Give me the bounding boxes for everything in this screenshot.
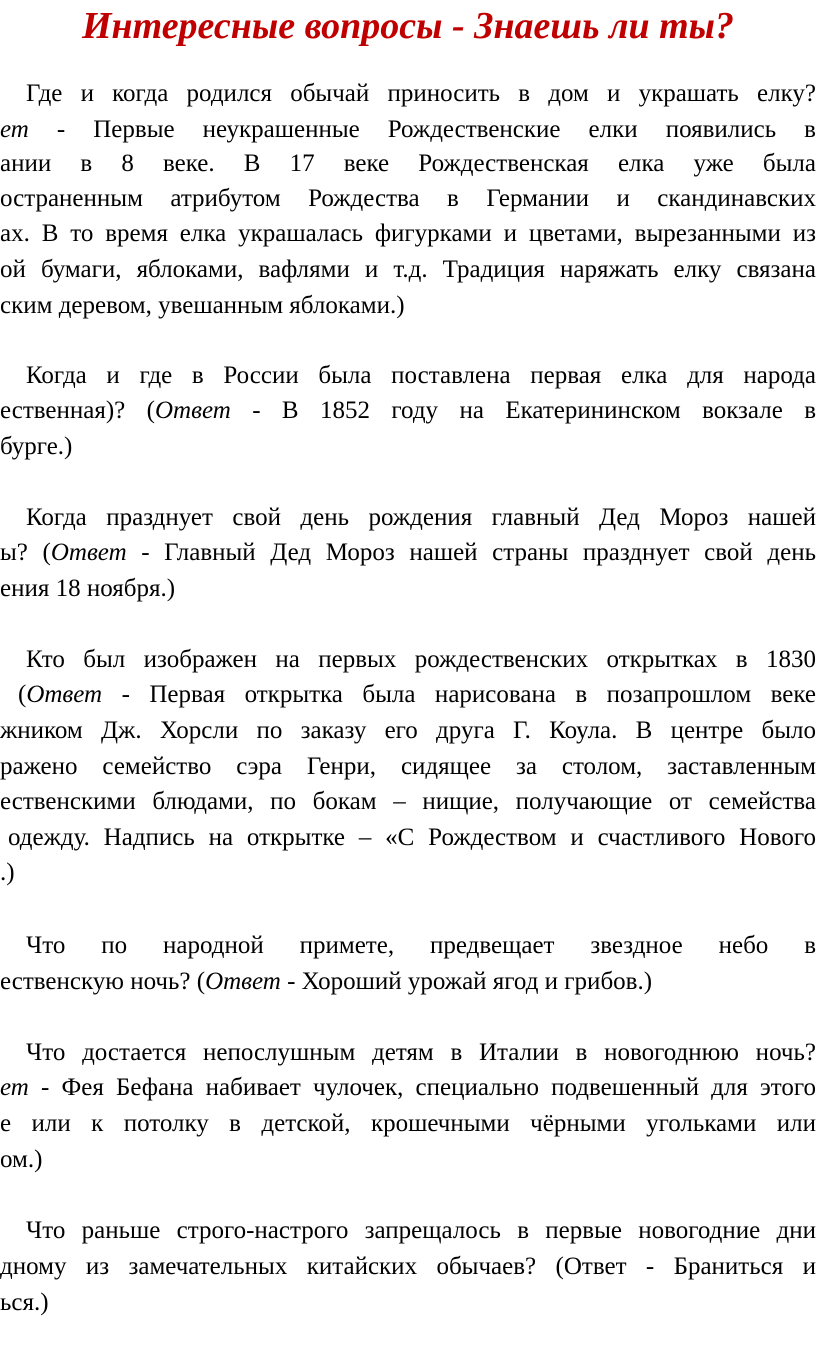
- q5-line-2-start: ественскую ночь? (: [0, 968, 206, 995]
- q1-line-6: ой бумаги, яблоками, вафлями и т.д. Традиция наряжать елку связана: [0, 256, 816, 283]
- q1-line-7: ским деревом, увешанным яблоками.): [0, 292, 405, 319]
- q1-line-2-text: - Первые неукрашенные Рождественские елки появились в: [28, 116, 816, 143]
- q1-line-3: ании в 8 веке. В 17 веке Рождественская елка уже была: [0, 150, 816, 177]
- page-title: Интересные вопросы - Знаешь ли ты?: [81, 5, 734, 47]
- q4-line-2: [18, 677, 816, 713]
- q5-line-1: Что по народной примете, предвещает звездное небо в: [26, 932, 816, 959]
- q2-line-2-start: ественная)? (: [0, 397, 155, 424]
- q6-line-2-text: - Фея Бефана набивает чулочек, специально подвешенный для этого: [28, 1074, 816, 1101]
- q3-line-1: Когда празднует свой день рождения главный Дед Мороз нашей: [26, 504, 816, 531]
- q5-line-2: [0, 964, 816, 1000]
- q6-line-4: ом.): [0, 1146, 43, 1173]
- q6-line-3: е или к потолку в детской, крошечными чёрными угольками или: [0, 1110, 816, 1137]
- q6-line-2: [0, 1070, 816, 1106]
- q4-line-7: .): [0, 859, 15, 886]
- q3-line-3: ения 18 ноября.): [0, 575, 176, 602]
- q7-line-2: дному из замечательных китайских обычаев? (Ответ - Браниться и: [0, 1253, 816, 1280]
- q4-line-5: ественскими блюдами, по бокам – нищие, получающие от семейства: [0, 788, 816, 815]
- q5-line-2-text: - Хороший урожай ягод и грибов.): [280, 968, 653, 995]
- q4-line-2-text: - Первая открытка была нарисована в позапрошлом веке: [102, 681, 816, 708]
- q3-line-2-text: - Главный Дед Мороз нашей страны празднует свой день: [126, 539, 816, 566]
- answer-label: Ответ: [155, 397, 231, 424]
- q6-line-1: Что достается непослушным детям в Италии в новогоднюю ночь?: [26, 1039, 816, 1066]
- q1-line-1: Где и когда родился обычай приносить в дом и украшать елку?: [26, 80, 816, 107]
- q2-line-2-text: - В 1852 году на Екатерининском вокзале в: [230, 397, 816, 424]
- answer-label: Ответ: [205, 968, 281, 995]
- q4-line-2-start: (: [18, 681, 27, 708]
- q3-line-2: [0, 535, 816, 571]
- q4-line-1: Кто был изображен на первых рождественских открытках в 1830: [26, 646, 816, 673]
- q2-line-3: бурге.): [0, 433, 73, 460]
- q7-line-3: ься.): [0, 1289, 49, 1316]
- q2-line-1: Когда и где в России была поставлена первая елка для народа: [26, 362, 816, 389]
- q4-line-4: ражено семейство сэра Генри, сидящее за столом, заставленным: [0, 753, 816, 780]
- answer-label: Ответ: [50, 539, 127, 566]
- q1-line-2: [0, 112, 816, 148]
- q1-line-4: остраненным атрибутом Рождества в Германии и скандинавских: [0, 185, 816, 212]
- q3-line-2-start: ы? (: [0, 539, 51, 566]
- q4-line-3: жником Дж. Хорсли по заказу его друга Г. Коула. В центре было: [0, 717, 816, 744]
- answer-label: Ответ: [26, 681, 103, 708]
- q2-line-2: [0, 393, 816, 429]
- answer-label: ет: [0, 116, 29, 143]
- answer-label: ет: [0, 1074, 29, 1101]
- q1-line-5: ах. В то время елка украшалась фигурками и цветами, вырезанными из: [0, 220, 816, 247]
- q4-line-6: одежду. Надпись на открытке – «С Рождеством и счастливого Нового: [8, 824, 816, 851]
- q7-line-1: Что раньше строго-настрого запрещалось в первые новогодние дни: [26, 1217, 816, 1244]
